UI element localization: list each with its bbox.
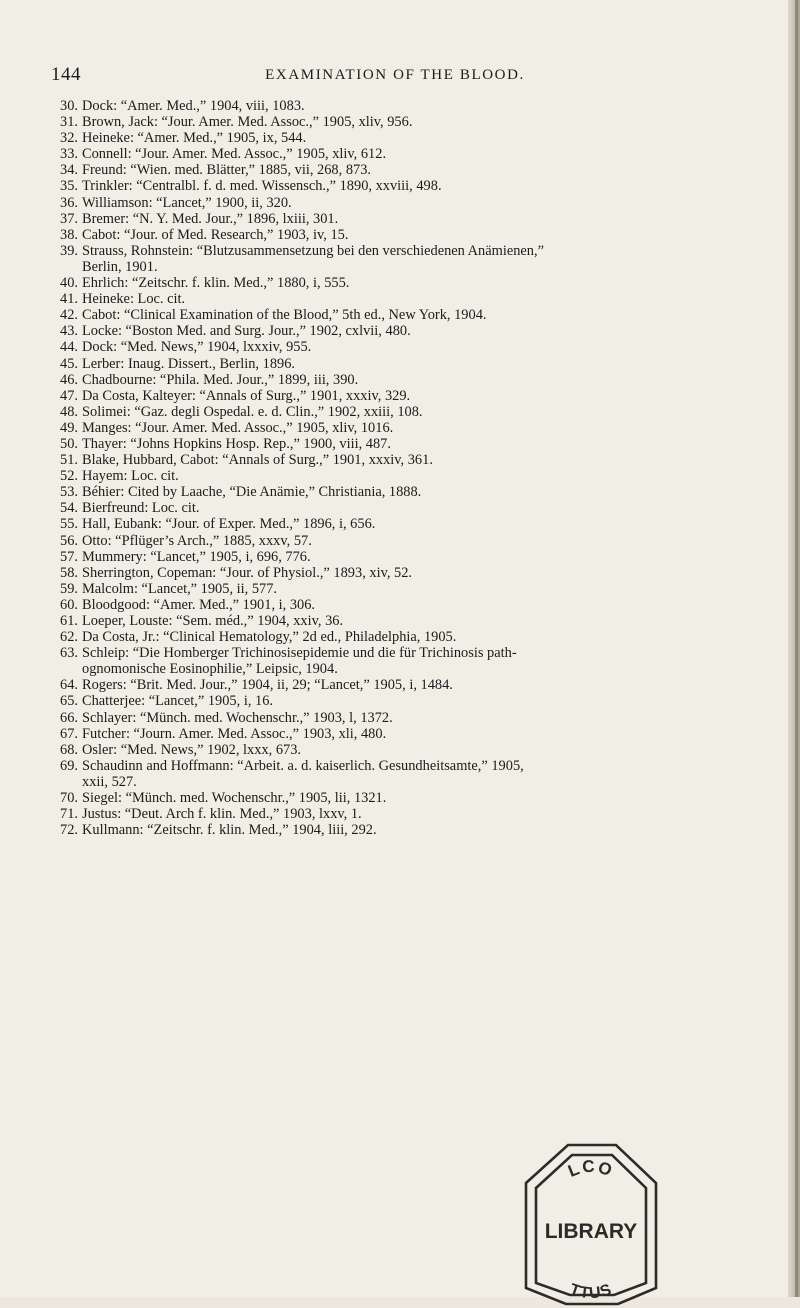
reference-number: 56. bbox=[60, 532, 78, 549]
reference-entry bbox=[52, 533, 784, 549]
reference-entry bbox=[52, 323, 784, 339]
reference-number: 39. bbox=[60, 242, 78, 259]
reference-number: 52. bbox=[60, 468, 78, 485]
page-number: 144 bbox=[51, 64, 81, 85]
reference-entry bbox=[52, 98, 784, 114]
reference-line: Siegel: “Münch. med. Wochenschr.,” 1905, lii, 1321. bbox=[82, 790, 387, 807]
reference-line: Cabot: “Clinical Examination of the Blood,” 5th ed., New York, 1904. bbox=[82, 307, 487, 324]
reference-number: 40. bbox=[60, 275, 78, 292]
reference-text bbox=[82, 98, 784, 114]
reference-text bbox=[82, 677, 784, 693]
reference-line: Blake, Hubbard, Cabot: “Annals of Surg.,” 1901, xxxiv, 361. bbox=[82, 452, 433, 469]
reference-number: 41. bbox=[60, 291, 78, 308]
reference-line: Otto: “Pflüger’s Arch.,” 1885, xxxv, 57. bbox=[82, 532, 312, 549]
reference-continuation-line: ognomonische Eosinophilie,” Leipsic, 1904. bbox=[82, 661, 338, 678]
reference-entry bbox=[52, 822, 784, 838]
reference-entry bbox=[52, 211, 784, 227]
reference-line: Hall, Eubank: “Jour. of Exper. Med.,” 1896, i, 656. bbox=[82, 516, 376, 533]
reference-number: 38. bbox=[60, 226, 78, 243]
reference-text bbox=[82, 307, 784, 323]
reference-line: Mummery: “Lancet,” 1905, i, 696, 776. bbox=[82, 548, 311, 565]
reference-number: 34. bbox=[60, 162, 78, 179]
reference-text bbox=[82, 436, 784, 452]
reference-number: 60. bbox=[60, 596, 78, 613]
reference-entry bbox=[52, 468, 784, 484]
reference-text bbox=[82, 710, 784, 726]
reference-number: 58. bbox=[60, 564, 78, 581]
reference-entry bbox=[52, 130, 784, 146]
reference-line: Justus: “Deut. Arch f. klin. Med.,” 1903, lxxv, 1. bbox=[82, 806, 362, 823]
reference-line: Sherrington, Copeman: “Jour. of Physiol.,” 1893, xiv, 52. bbox=[82, 564, 413, 581]
reference-entry bbox=[52, 339, 784, 355]
reference-text bbox=[82, 211, 784, 227]
reference-line: Béhier: Cited by Laache, “Die Anämie,” Christiania, 1888. bbox=[82, 484, 422, 501]
reference-entry bbox=[52, 243, 784, 275]
reference-text bbox=[82, 484, 784, 500]
reference-number: 49. bbox=[60, 419, 78, 436]
reference-number: 66. bbox=[60, 709, 78, 726]
reference-text bbox=[82, 726, 784, 742]
reference-line: Rogers: “Brit. Med. Jour.,” 1904, ii, 29; “Lancet,” 1905, i, 1484. bbox=[82, 677, 453, 694]
reference-entry bbox=[52, 388, 784, 404]
reference-text bbox=[82, 581, 784, 597]
reference-entry bbox=[52, 307, 784, 323]
reference-text bbox=[82, 565, 784, 581]
reference-number: 51. bbox=[60, 452, 78, 469]
reference-number: 59. bbox=[60, 580, 78, 597]
reference-entry bbox=[52, 114, 784, 130]
reference-number: 42. bbox=[60, 307, 78, 324]
reference-text bbox=[82, 533, 784, 549]
reference-line: Trinkler: “Centralbl. f. d. med. Wissensch.,” 1890, xxviii, 498. bbox=[82, 178, 442, 195]
reference-text bbox=[82, 516, 784, 532]
reference-entry bbox=[52, 710, 784, 726]
reference-entry bbox=[52, 581, 784, 597]
reference-line: Kullmann: “Zeitschr. f. klin. Med.,” 1904, liii, 292. bbox=[82, 822, 377, 839]
reference-line: Chadbourne: “Phila. Med. Jour.,” 1899, iii, 390. bbox=[82, 371, 359, 388]
reference-text bbox=[82, 227, 784, 243]
reference-line: Malcolm: “Lancet,” 1905, ii, 577. bbox=[82, 580, 278, 597]
reference-number: 63. bbox=[60, 645, 78, 662]
reference-text bbox=[82, 597, 784, 613]
reference-text bbox=[82, 613, 784, 629]
reference-text bbox=[82, 195, 784, 211]
reference-line: Freund: “Wien. med. Blätter,” 1885, vii, 268, 873. bbox=[82, 162, 371, 179]
reference-entry bbox=[52, 629, 784, 645]
reference-number: 30. bbox=[60, 98, 78, 114]
reference-entry bbox=[52, 645, 784, 677]
reference-entry bbox=[52, 178, 784, 194]
reference-text bbox=[82, 130, 784, 146]
reference-entry bbox=[52, 516, 784, 532]
reference-text bbox=[82, 629, 784, 645]
reference-line: Schaudinn and Hoffmann: “Arbeit. a. d. kaiserlich. Gesundheitsamte,” 1905, bbox=[82, 757, 524, 774]
stamp-library-label: LIBRARY bbox=[544, 1220, 638, 1243]
reference-entry bbox=[52, 500, 784, 516]
reference-number: 61. bbox=[60, 613, 78, 629]
reference-number: 45. bbox=[60, 355, 78, 372]
reference-number: 64. bbox=[60, 677, 78, 694]
reference-entry bbox=[52, 420, 784, 436]
reference-line: Dock: “Med. News,” 1904, lxxxiv, 955. bbox=[82, 339, 312, 356]
reference-number: 72. bbox=[60, 822, 78, 839]
reference-text bbox=[82, 114, 784, 130]
reference-text bbox=[82, 645, 784, 677]
reference-line: Loeper, Louste: “Sem. méd.,” 1904, xxiv, 36. bbox=[82, 613, 344, 629]
reference-entry bbox=[52, 726, 784, 742]
reference-line: Ehrlich: “Zeitschr. f. klin. Med.,” 1880, i, 555. bbox=[82, 275, 350, 292]
reference-entry bbox=[52, 758, 784, 790]
stamp-arc-bottom-text: TTUS bbox=[567, 1281, 615, 1303]
reference-line: Osler: “Med. News,” 1902, lxxx, 673. bbox=[82, 741, 302, 758]
reference-text bbox=[82, 822, 784, 838]
reference-text bbox=[82, 742, 784, 758]
reference-number: 53. bbox=[60, 484, 78, 501]
reference-text bbox=[82, 323, 784, 339]
reference-number: 47. bbox=[60, 387, 78, 404]
reference-entry bbox=[52, 436, 784, 452]
reference-number: 67. bbox=[60, 725, 78, 742]
reference-entry bbox=[52, 484, 784, 500]
reference-text bbox=[82, 243, 784, 275]
reference-text bbox=[82, 146, 784, 162]
reference-continuation-line: xxii, 527. bbox=[82, 773, 137, 790]
reference-line: Schlayer: “Münch. med. Wochenschr.,” 1903, l, 1372. bbox=[82, 709, 393, 726]
reference-number: 33. bbox=[60, 146, 78, 163]
reference-entry bbox=[52, 372, 784, 388]
reference-text bbox=[82, 758, 784, 790]
reference-number: 65. bbox=[60, 693, 78, 710]
reference-entry bbox=[52, 677, 784, 693]
reference-line: Thayer: “Johns Hopkins Hosp. Rep.,” 1900, viii, 487. bbox=[82, 435, 391, 452]
reference-line: Da Costa, Kalteyer: “Annals of Surg.,” 1901, xxxiv, 329. bbox=[82, 387, 411, 404]
reference-line: Schleip: “Die Homberger Trichinosisepidemie und die für Trichinosis path- bbox=[82, 645, 517, 662]
reference-line: Bloodgood: “Amer. Med.,” 1901, i, 306. bbox=[82, 596, 316, 613]
reference-line: Solimei: “Gaz. degli Ospedal. e. d. Clin.,” 1902, xxiii, 108. bbox=[82, 403, 423, 420]
reference-number: 43. bbox=[60, 323, 78, 340]
reference-number: 36. bbox=[60, 194, 78, 211]
reference-continuation-line: Berlin, 1901. bbox=[82, 258, 158, 275]
svg-text:LCO bbox=[565, 1157, 616, 1181]
reference-number: 54. bbox=[60, 500, 78, 517]
reference-line: Dock: “Amer. Med.,” 1904, viii, 1083. bbox=[82, 98, 305, 114]
reference-text bbox=[82, 806, 784, 822]
reference-line: Heineke: “Amer. Med.,” 1905, ix, 544. bbox=[82, 130, 307, 147]
reference-entry bbox=[52, 597, 784, 613]
reference-entry bbox=[52, 275, 784, 291]
reference-entry bbox=[52, 613, 784, 629]
reference-line: Bremer: “N. Y. Med. Jour.,” 1896, lxiii, 301. bbox=[82, 210, 339, 227]
page-edge-shadow bbox=[795, 0, 798, 1297]
reference-number: 68. bbox=[60, 741, 78, 758]
reference-number: 70. bbox=[60, 790, 78, 807]
reference-line: Manges: “Jour. Amer. Med. Assoc.,” 1905, xliv, 1016. bbox=[82, 419, 394, 436]
reference-number: 46. bbox=[60, 371, 78, 388]
reference-text bbox=[82, 178, 784, 194]
reference-number: 71. bbox=[60, 806, 78, 823]
reference-line: Strauss, Rohnstein: “Blutzusammensetzung bei den verschiedenen Anämienen,” bbox=[82, 242, 544, 259]
reference-number: 69. bbox=[60, 757, 78, 774]
reference-number: 57. bbox=[60, 548, 78, 565]
reference-text bbox=[82, 404, 784, 420]
reference-entry bbox=[52, 356, 784, 372]
reference-line: Da Costa, Jr.: “Clinical Hematology,” 2d ed., Philadelphia, 1905. bbox=[82, 629, 457, 646]
reference-text bbox=[82, 356, 784, 372]
reference-line: Futcher: “Journ. Amer. Med. Assoc.,” 1903, xli, 480. bbox=[82, 725, 387, 742]
page-edge bbox=[788, 0, 800, 1297]
reference-text bbox=[82, 372, 784, 388]
reference-entry bbox=[52, 806, 784, 822]
reference-entry bbox=[52, 452, 784, 468]
reference-text bbox=[82, 500, 784, 516]
reference-entry bbox=[52, 162, 784, 178]
reference-entry bbox=[52, 195, 784, 211]
reference-text bbox=[82, 420, 784, 436]
reference-number: 55. bbox=[60, 516, 78, 533]
reference-line: Williamson: “Lancet,” 1900, ii, 320. bbox=[82, 194, 292, 211]
svg-text:TTUS bbox=[568, 1281, 615, 1302]
reference-line: Brown, Jack: “Jour. Amer. Med. Assoc.,” 1905, xliv, 956. bbox=[82, 114, 413, 131]
reference-line: Locke: “Boston Med. and Surg. Jour.,” 1902, cxlvii, 480. bbox=[82, 323, 411, 340]
reference-line: Chatterjee: “Lancet,” 1905, i, 16. bbox=[82, 693, 273, 710]
reference-line: Lerber: Inaug. Dissert., Berlin, 1896. bbox=[82, 355, 296, 372]
reference-number: 32. bbox=[60, 130, 78, 147]
reference-line: Bierfreund: Loc. cit. bbox=[82, 500, 200, 517]
reference-entry bbox=[52, 549, 784, 565]
library-stamp bbox=[506, 1138, 676, 1308]
reference-entry bbox=[52, 790, 784, 806]
reference-number: 31. bbox=[60, 114, 78, 131]
reference-number: 62. bbox=[60, 629, 78, 646]
reference-line: Cabot: “Jour. of Med. Research,” 1903, iv, 15. bbox=[82, 226, 349, 243]
reference-text bbox=[82, 790, 784, 806]
reference-number: 50. bbox=[60, 435, 78, 452]
reference-line: Hayem: Loc. cit. bbox=[82, 468, 179, 485]
reference-number: 37. bbox=[60, 210, 78, 227]
reference-entry bbox=[52, 227, 784, 243]
reference-text bbox=[82, 388, 784, 404]
reference-text bbox=[82, 468, 784, 484]
reference-list bbox=[52, 98, 784, 838]
reference-number: 44. bbox=[60, 339, 78, 356]
reference-number: 35. bbox=[60, 178, 78, 195]
reference-text bbox=[82, 275, 784, 291]
reference-entry bbox=[52, 146, 784, 162]
reference-text bbox=[82, 693, 784, 709]
reference-text bbox=[82, 339, 784, 355]
reference-text bbox=[82, 162, 784, 178]
reference-entry bbox=[52, 291, 784, 307]
stamp-arc-top-text: LCO bbox=[565, 1156, 617, 1181]
reference-entry bbox=[52, 742, 784, 758]
reference-entry bbox=[52, 565, 784, 581]
reference-number: 48. bbox=[60, 403, 78, 420]
reference-entry bbox=[52, 404, 784, 420]
reference-text bbox=[82, 549, 784, 565]
reference-line: Connell: “Jour. Amer. Med. Assoc.,” 1905, xliv, 612. bbox=[82, 146, 387, 163]
reference-text bbox=[82, 452, 784, 468]
running-head: EXAMINATION OF THE BLOOD. bbox=[265, 67, 525, 83]
reference-entry bbox=[52, 693, 784, 709]
reference-text bbox=[82, 291, 784, 307]
reference-line: Heineke: Loc. cit. bbox=[82, 291, 186, 308]
